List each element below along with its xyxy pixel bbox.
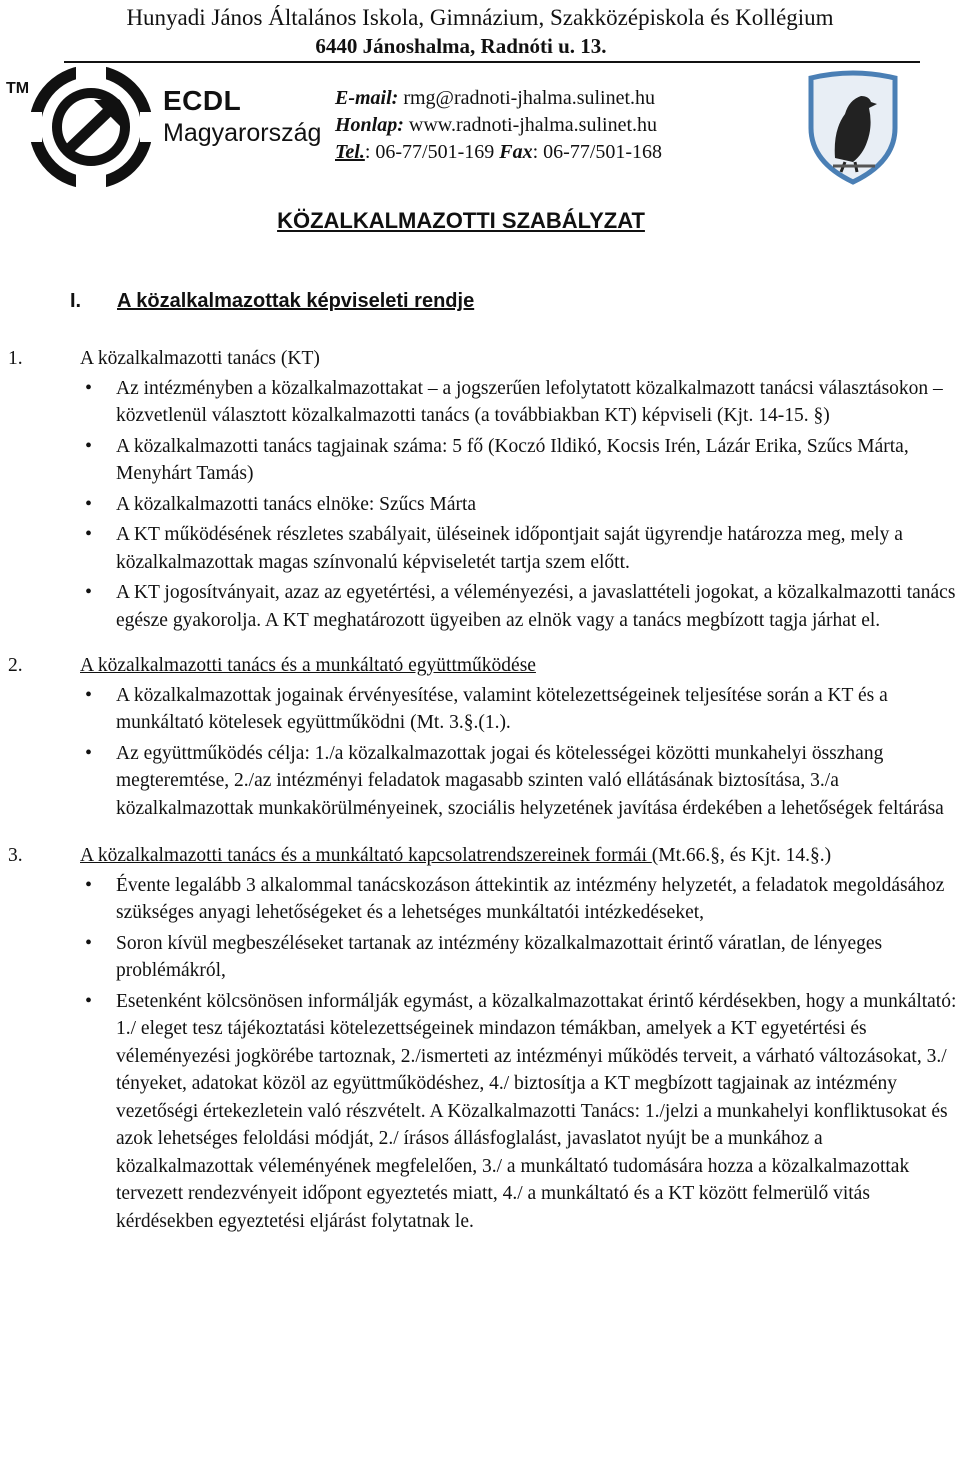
section-heading	[80, 842, 960, 870]
section-3-list	[80, 872, 960, 1236]
list-item: • A közalkalmazotti tanács tagjainak száma: 5 fő (Koczó Ildikó, Kocsis Irén, Lázár Erika, Szűcs Márta, Menyhárt Tamás)	[80, 433, 960, 488]
section-2	[0, 652, 960, 822]
section-heading	[80, 652, 960, 680]
section-number: 3.	[8, 845, 23, 866]
header-divider	[64, 61, 920, 63]
list-item: • A közalkalmazotti tanács elnöke: Szűcs Márta	[80, 491, 960, 519]
contact-block	[335, 85, 662, 166]
list-item: • A KT jogosítványait, azaz az egyetértési, a véleményezési, a javaslattételi jogokat, a közalkalmazotti tanács egésze gyakorolja. A KT meghatározott ügyeiben az elnök vagy a tanács megbízott tagja járhat el.	[80, 579, 960, 634]
school-crest-icon	[805, 70, 901, 185]
section-heading-text: A közalkalmazotti tanács (KT)	[80, 348, 320, 369]
email-label: E-mail:	[335, 87, 399, 109]
email-row	[335, 85, 662, 112]
section-number: 1.	[8, 348, 23, 369]
section-2-list	[80, 682, 960, 823]
list-item: • Esetenként kölcsönösen informálják egymást, a közalkalmazottakat érintő kérdésekben, hogy a munkáltató: 1./ eleget tesz tájékoztatási kötelezettségeinek mindazon témákban, amelyek a KT egyetértési és véleményezési jogkörébe tartoznak, 2./ismerteti az intézményi működés terveit, a várható változásokat, 3./ tényeket, adatokat közöl az együttműködéshez, 4./ biztosítja a KT megbízott tagjainak az intézmény vezetőségi értekezletein való részvételt. A Közalkalmazotti Tanács: 1./jelzi a munkahelyi konfliktusokat és azok lehetséges feloldási módját, 2./ írásos állásfoglalást, javaslatot nyújt be a munkához a közalkalmazottak véleményének megfelelően, 3./ a munkáltató tudomására hozza a közalkalmazottak tervezett rendezvényeit időpont egyeztetés miatt, 4./ a munkáltató és a KT között felmerülő vitás kérdésekben egyeztetési eljárást folytatnak le.	[80, 988, 960, 1236]
email-address[interactable]: rmg@radnoti-jhalma.sulinet.hu	[403, 87, 656, 109]
section-heading-reference: (Mt.66.§, és Kjt. 14.§.)	[651, 845, 832, 866]
section-number: 2.	[8, 655, 23, 676]
list-item: • A KT működésének részletes szabályait, üléseinek időpontjait saját ügyrendje határozza meg, mely a közalkalmazottak magas színvonalú képviseletét tartja szem előtt.	[80, 521, 960, 576]
ecdl-country: Magyarország	[163, 119, 322, 147]
tel-label: Tel.	[335, 141, 365, 163]
web-address[interactable]: www.radnoti-jhalma.sulinet.hu	[408, 114, 658, 136]
school-address: 6440 Jánoshalma, Radnóti u. 13.	[315, 34, 607, 58]
section-heading-text: A közalkalmazotti tanács és a munkáltató együttműködése	[80, 655, 536, 676]
school-name: Hunyadi János Általános Iskola, Gimnázium, Szakközépiskola és Kollégium	[126, 5, 834, 30]
tel-number: : 06-77/501-169	[364, 141, 495, 163]
ecdl-brand: ECDL	[163, 85, 242, 116]
ecdl-logo-icon	[28, 66, 154, 188]
phone-row	[335, 139, 662, 166]
list-item: • Az intézményben a közalkalmazottakat – a jogszerűen lefolytatott közalkalmazott tanácsi választásokon – közvetlenül választott közalkalmazotti tanács (a továbbiakban KT) képviseli (Kjt. 14-15. §)	[80, 375, 960, 430]
section-1-list	[80, 375, 960, 635]
fax-label: Fax	[499, 141, 533, 163]
chapter-number: I.	[70, 290, 82, 312]
section-heading	[80, 345, 960, 373]
document-body	[0, 345, 960, 1255]
web-row	[335, 112, 662, 139]
section-3	[0, 842, 960, 1235]
section-heading-text: A közalkalmazotti tanács és a munkáltató kapcsolatrendszereinek formái	[80, 845, 652, 866]
web-label: Honlap:	[335, 114, 404, 136]
list-item: • A közalkalmazottak jogainak érvényesítése, valamint kötelezettségeinek teljesítése során a KT és a munkáltató kötelesek együttműködni (Mt. 3.§.(1.).	[80, 682, 960, 737]
fax-number: : 06-77/501-168	[532, 141, 663, 163]
document-title: KÖZALKALMAZOTTI SZABÁLYZAT	[277, 208, 645, 233]
list-item: • Soron kívül megbeszéléseket tartanak az intézmény közalkalmazottait érintő váratlan, de lényeges problémákról,	[80, 930, 960, 985]
chapter-title: A közalkalmazottak képviseleti rendje	[117, 290, 475, 312]
section-1	[0, 345, 960, 634]
list-item: • Évente legalább 3 alkalommal tanácskozáson áttekintik az intézmény helyzetét, a feladatok megoldásához szükséges anyagi lehetőségeket és a lehetséges munkáltatói intézkedéseket,	[80, 872, 960, 927]
list-item: • Az együttműködés célja: 1./a közalkalmazottak jogai és kötelességei közötti munkahelyi összhang megteremtése, 2./az intézményi feladatok magasabb szinten való ellátásának biztosítása, 3./a közalkalmazottak munkakörülményeinek, szociális helyzetének javítása érdekében a lehetőségek feltárása	[80, 740, 960, 823]
trademark-mark: TM	[6, 80, 30, 97]
